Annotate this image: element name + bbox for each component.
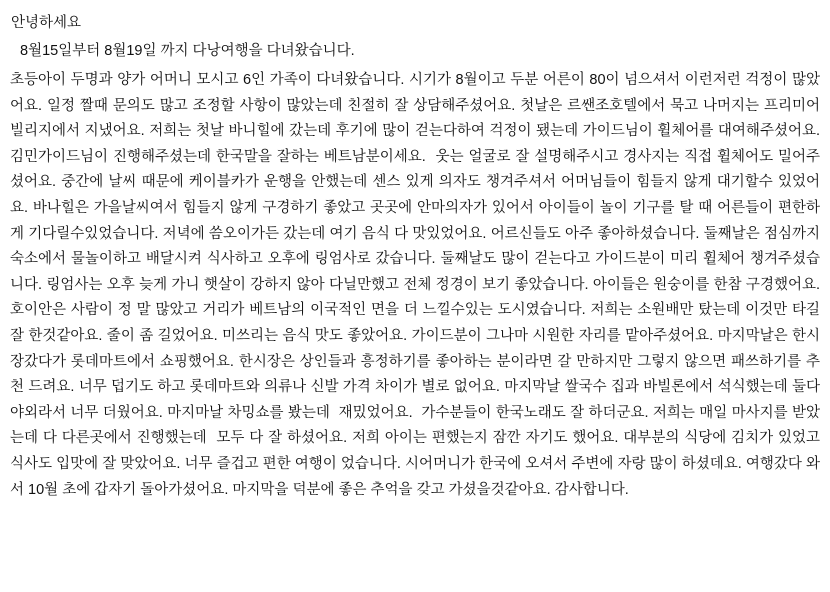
trip-date-line: 8월15일부터 8월19일 까지 다낭여행을 다녀왔습니다. <box>16 43 355 59</box>
review-body-text: 초등아이 두명과 양가 어머니 모시고 6인 가족이 다녀왔습니다. 시기가 8월이고 두분 어른이 80이 넘으셔서 이런저런 걱정이 많았어요. 일정 짤때 문의도 많고 조정할 사항이 많았는데 친절히 잘 상담해주셨어요. 첫날은 르쌘조호텔에서 묵고 나머지는 프리미어빌리지에서 지냈어요. 저희는 첫날 바니힐에 갔는데 후기에 많이 걷는다하여 걱정이 됐는데 가이드님이 휠체어를 대여해주셨어요. 김민가이드님이 진행해주셨는데 한국말을 잘하는 베트남분이세요. 웃는 얼굴로 잘 설명해주시고 경사지는 직접 휠체어도 밀어주셨어요. 중간에 날씨 때문에 케이블카가 운행을 안했는데 센스 있게 의자도 챙겨주셔서 어머님들이 힘들지 않게 대기할수 있었어요. 바나힐은 가을날씨여서 힘들지 않게 구경하기 좋았고 곳곳에 안마의자가 있어서 아이들이 놀이 기구를 탈 때 어른들이 편한하게 기다릴수있었습니다. 저녁에 씀오이가든 갔는데 여기 음식 다 맛있었어요. 어르신들도 아주 좋아하셨습니다. 둘째날은 점심까지 숙소에서 물놀이하고 배달시켜 식사하고 오후에 링엄사로 갔습니다. 둘째날도 많이 걷는다고 가이드분이 미리 휠체어 챙겨주셨습니다. 링엄사는 오후 늦게 가니 햇살이 강하지 않아 다닐만했고 전체 정경이 보기 좋았습니다. 아이들은 원숭이를 한참 구경했어요. 호이안은 사람이 정 말 많았고 거리가 베트남의 이국적인 면을 더 느낄수있는 도시였습니다. 저희는 소원배만 탔는데 이것만 타길 잘 한것같아요. 줄이 좀 길었어요. 미쓰리는 음식 맛도 좋았어요. 가이드분이 그나마 시원한 자리를 맡아주셨어요. 마지막날은 한시장갔다가 롯데마트에서 쇼핑했어요. 한시장은 상인들과 흥정하기를 좋아하는 분이라면 갈 만하지만 그렇지 않으면 패쓰하기를 추천 드려요. 너무 덥기도 하고 롯데마트와 의류나 신발 가격 차이가 별로 없어요. 마지막날 쌀국수 집과 바빌론에서 석식했는데 둘다 야외라서 너무 더웠어요. 마지마날 차밍쇼를 봤는데 재밌었어요. 가수분들이 한국노래도 잘 하더군요. 저희는 매일 마사지를 받았는데 다 다른곳에서 진행했는데 모두 다 잘 하셨어요. 저희 아이는 편했는지 잠깐 자기도 했어요. 대부분의 식당에 김치가 있었고 식사도 입맛에 잘 맞았어요. 너무 즐겁고 편한 여행이 었습니다. 시어머니가 한국에 오셔서 주변에 자랑 많이 하셨데요. 여행갔다 와서 10월 초에 갑자기 돌아가셨어요. 마지막을 덕분에 좋은 추억을 갖고 가셨을것같아요. 감사합니다. <box>10 72 825 498</box>
greeting-line: 안녕하세요 <box>11 15 82 31</box>
